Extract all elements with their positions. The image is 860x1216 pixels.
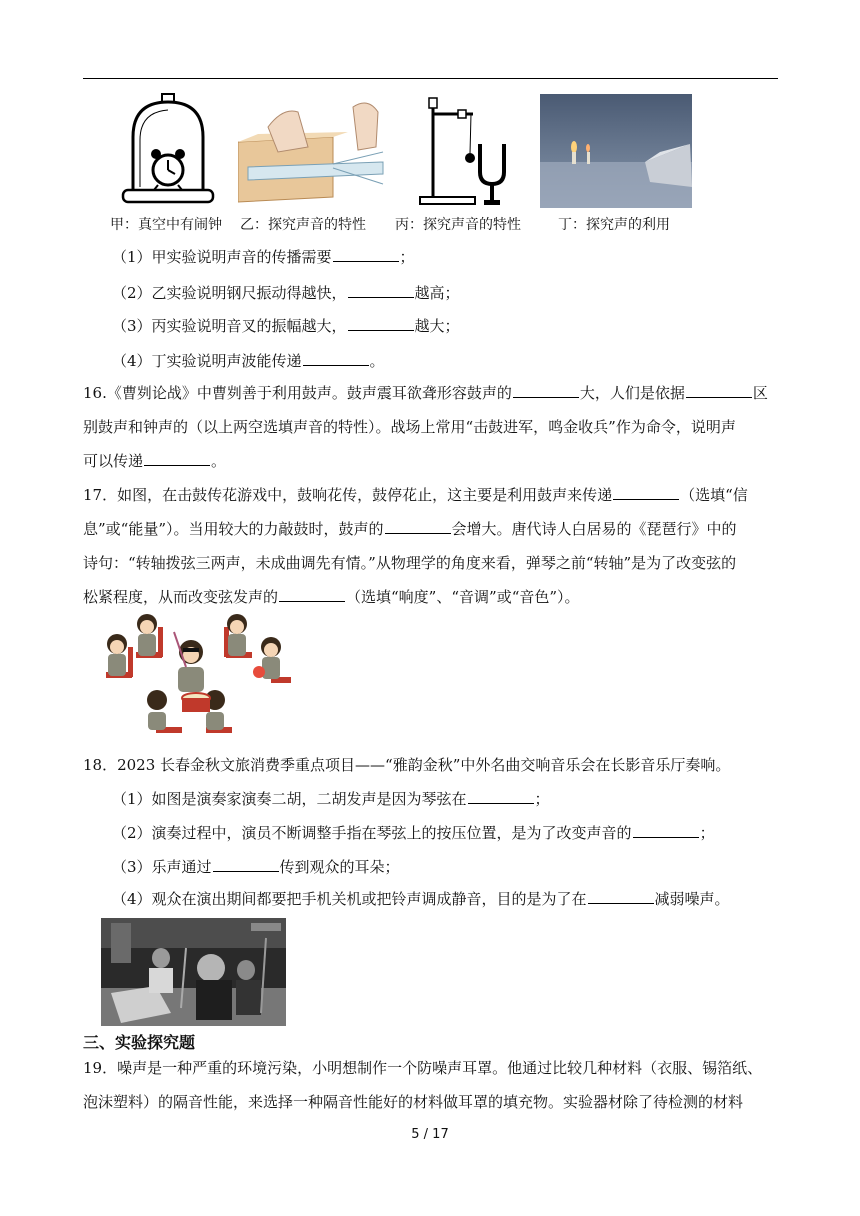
q15-item-1: （1）甲实验说明声音的传播需要 ； — [112, 248, 415, 266]
answer-blank[interactable] — [513, 383, 579, 398]
q18-item-4: （4）观众在演出期间都要把手机关机或把铃声调成静音，目的是为了在 减弱噪声。 — [112, 890, 730, 908]
q17-line-3: 诗句：“转轴拨弦三两声，未成曲调先有情。”从物理学的角度来看，弹琴之前“转轴”是为了改变弦的 — [83, 554, 737, 572]
answer-blank[interactable] — [279, 587, 345, 602]
ruler-vibration-figure — [238, 92, 388, 207]
q19-line-2: 泡沫塑料）的隔音性能，来选择一种隔音性能好的材料做耳罩的填充物。实验器材除了待检测的材料 — [83, 1093, 744, 1111]
answer-blank[interactable] — [633, 823, 699, 838]
q16-line-2: 别鼓声和钟声的（以上两空选填声音的特性）。战场上常用“击鼓进军，鸣金收兵”作为命令，说明声 — [83, 418, 736, 436]
q18-title: 18．2023 长春金秋文旅消费季重点项目——“雅韵金秋”中外名曲交响音乐会在长影音乐厅奏响。 — [83, 756, 731, 774]
figure-caption-yi: 乙：探究声音的特性 — [240, 217, 366, 233]
answer-blank[interactable] — [686, 383, 752, 398]
answer-blank[interactable] — [333, 247, 399, 262]
answer-blank[interactable] — [385, 519, 451, 534]
header-rule — [83, 78, 778, 79]
answer-blank[interactable] — [303, 351, 369, 366]
q15-item-4: （4）丁实验说明声波能传递 。 — [112, 352, 385, 370]
tuning-fork-pendulum-figure — [418, 92, 528, 207]
experiment-figures — [110, 92, 710, 234]
answer-blank[interactable] — [213, 857, 279, 872]
bell-jar-alarm-clock-figure — [118, 92, 218, 207]
q16-line-1: 16.《曹刿论战》中曹刿善于利用鼓声。鼓声震耳欲聋形容鼓声的 大，人们是依据 区 — [83, 384, 768, 402]
page-number: 5 / 17 — [411, 1127, 449, 1142]
q15-item-3: （3）丙实验说明音叉的振幅越大， 越大； — [112, 317, 460, 335]
answer-blank[interactable] — [613, 485, 679, 500]
erhu-concert-photo — [101, 918, 286, 1026]
q17-line-2: 息”或“能量”）。当用较大的力敲鼓时，鼓声的 会增大。唐代诗人白居易的《琵琶行》中的 — [83, 520, 737, 538]
figure-caption-ding: 丁：探究声的利用 — [558, 217, 670, 233]
q18-item-1: （1）如图是演奏家演奏二胡，二胡发声是因为琴弦在 ； — [112, 790, 550, 808]
q16-line-3: 可以传递 。 — [83, 452, 227, 470]
answer-blank[interactable] — [348, 283, 414, 298]
section-heading: 三、实验探究题 — [83, 1033, 196, 1052]
q18-item-3: （3）乐声通过 传到观众的耳朵； — [112, 858, 400, 876]
answer-blank[interactable] — [144, 451, 210, 466]
drum-passing-game-figure — [96, 612, 296, 744]
q15-item-2: （2）乙实验说明钢尺振动得越快， 越高； — [112, 284, 460, 302]
figure-caption-bing: 丙：探究声音的特性 — [395, 217, 521, 233]
q19-line-1: 19．噪声是一种严重的环境污染，小明想制作一个防噪声耳罩。他通过比较几种材料（衣服、锡箔纸、 — [83, 1059, 763, 1077]
q17-line-4: 松紧程度，从而改变弦发声的 （选填“响度”、“音调”或“音色”）。 — [83, 588, 580, 606]
answer-blank[interactable] — [348, 316, 414, 331]
answer-blank[interactable] — [468, 789, 534, 804]
figure-caption-jia: 甲：真空中有闹钟 — [110, 217, 222, 233]
q17-line-1: 17．如图，在击鼓传花游戏中，鼓响花传，鼓停花止，这主要是利用鼓声来传递 （选填“信 — [83, 486, 748, 504]
q18-item-2: （2）演奏过程中，演员不断调整手指在琴弦上的按压位置，是为了改变声音的 ； — [112, 824, 715, 842]
candle-sound-photo — [540, 92, 692, 210]
answer-blank[interactable] — [588, 889, 654, 904]
